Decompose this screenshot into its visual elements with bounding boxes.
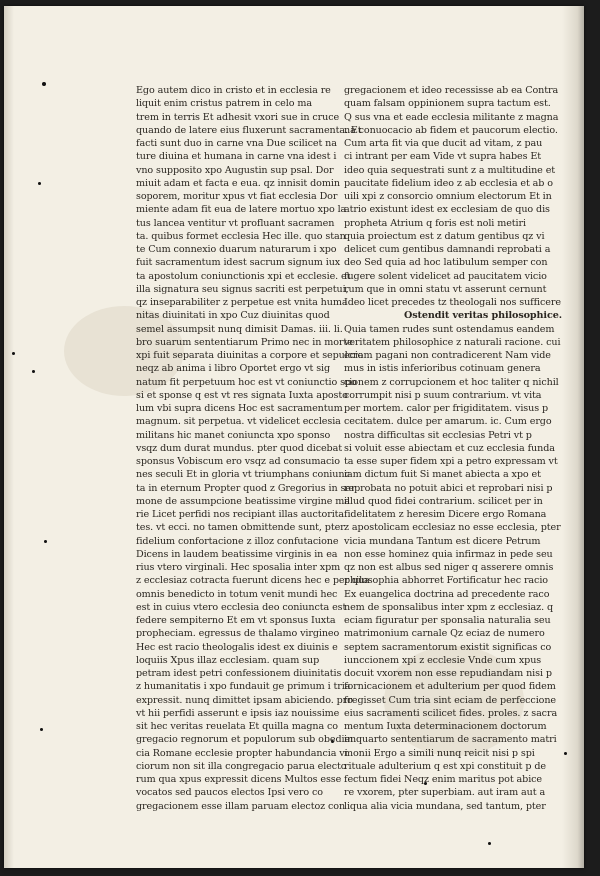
text-line: mentum Iuxta determinacionem doctorum [344, 721, 547, 732]
text-line: gregacionem et ideo recessisse ab ea Contra [344, 85, 559, 96]
text-line: docuit vxorem non esse repudiandam nisi p [344, 668, 552, 679]
text-line: gregacio regnorum et populorum sub obedien [136, 734, 357, 746]
text-line: z ecclesiaz cotracta fuerunt dicens hec e per qua [136, 575, 370, 587]
text-line: propheciam. egressus de thalamo virgineo [136, 628, 340, 640]
text-line: semel assumpsit nunq dimisit Damas. iii. li. [136, 323, 343, 335]
text-line: bro suarum sententiarum Primo nec in morte [136, 336, 353, 348]
text-line: trem in terris Et adhesit vxori sue in cruce [136, 111, 340, 123]
text-line: si voluit esse abiectam et cuz ecclesia funda [344, 442, 555, 454]
text-line: federe sempiterno Et em vt sponsus Iuxta [136, 615, 336, 626]
text-line: ta esse super fidem xpi a petro expressam vt [344, 456, 558, 467]
text-line: eciam figuratur per sponsalia naturalia seu [344, 615, 551, 626]
text-line: xpi fuit separata diuinitas a corpore et sepulcro [136, 350, 364, 361]
text-line: rituale adulterium q est xpi constituit p de [344, 760, 546, 772]
text-line: est in cuius vtero ecclesia deo coniuncta est [136, 601, 347, 613]
page-edge-shadow [4, 6, 14, 868]
text-line: quando de latere eius fluxerunt sacramenta. Et [136, 124, 362, 136]
text-line: mus in istis inferioribus cotinuam genera [344, 363, 541, 375]
section-heading: Ostendit veritas philosophice. [404, 310, 562, 322]
text-line: sponsus Vobiscum ero vsqz ad consumacio [136, 456, 340, 467]
text-line: quia proiectum est z datum gentibus qz vi [344, 230, 545, 242]
text-line: expressit. nunq dimittet ipsam abiciendo. pro [136, 694, 353, 706]
text-line: gregacionem esse illam paruam electoz con [136, 800, 346, 812]
text-line: petram idest petri confessionem diuinitatis [136, 668, 342, 679]
text-line: ciorum non sit illa congregacio parua electo [136, 760, 347, 772]
text-line: ci intrant per eam Vide vt supra habes Et [344, 151, 542, 163]
text-line: facti sunt duo in carne vna Due scilicet na [136, 138, 337, 149]
text-line: ta apostolum coniunctionis xpi et ecclesie. et [136, 270, 351, 282]
text-line: fidelitatem z heresim Dicere ergo Romana [344, 509, 547, 520]
text-line: quam falsam oppinionem supra tactum est. [344, 98, 551, 110]
text-line: tus lancea ventitur vt profluant sacramen [136, 217, 335, 229]
text-line: liquit enim cristus patrem in celo ma [136, 98, 312, 110]
text-line: z humanitatis i xpo fundauit ge primum i tria [136, 681, 351, 693]
text-line: non esse hominez quia infirmaz in pede seu [344, 548, 553, 560]
text-line: per mortem. calor per frigiditatem. visus p [344, 403, 549, 414]
text-line: vicia mundana Tantum est dicere Petrum [344, 535, 541, 547]
text-line: Cum arta fit via que ducit ad vitam, z pau [344, 138, 543, 149]
text-line: Ideo licet precedes tz theologali nos sufficere [344, 297, 561, 308]
text-line: neqz ab anima i libro Oportet ergo vt sig [136, 363, 331, 375]
text-line: vt hii perfidi asserunt e ipsis iaz nouissime [136, 707, 340, 719]
text-line: cionem z corrupcionem et hoc taliter q nichil [344, 376, 559, 388]
text-line: soporem, moritur xpus vt fiat ecclesia Dor [136, 191, 338, 202]
text-line: fidelium confortacione z illoz confutacione [136, 535, 339, 547]
text-line: rum qua xpus expressit dicens Multos esse [136, 774, 342, 785]
text-line: re vxorem, pter superbiam. aut iram aut a [344, 787, 546, 799]
ink-speck [32, 370, 35, 373]
ink-speck [564, 752, 567, 755]
ink-speck [488, 842, 491, 845]
text-line: septem sacramentorum existit significas co [344, 641, 552, 653]
text-line: nitas diuinitati in xpo Cuz diuinitas quod [136, 310, 330, 322]
book-leaf [4, 6, 584, 868]
text-line: mone de assumpcione beatissime virgine ma [136, 495, 350, 507]
text-line: nes seculi Et in gloria vt triumphans coniunc [136, 469, 350, 481]
text-line: illud quod fidei contrarium. scilicet per in [344, 495, 543, 507]
text-line: fectum fidei Neqz enim maritus pot abice [344, 774, 543, 785]
text-line: qz inseparabiliter z perpetue est vnita huma [136, 297, 348, 308]
text-line: matrimonium carnale Qz eciaz de numero [344, 628, 545, 640]
text-line: Q sus vna et eade ecclesia militante z magna [344, 111, 559, 123]
text-line: miuit adam et facta e eua. qz innisit domin [136, 177, 340, 189]
text-line: in quarto sententiarum de sacramento matri [344, 734, 557, 746]
text-line: sit hec veritas reuelata Et quilla magna co [136, 721, 338, 732]
ink-speck [42, 82, 46, 86]
text-line: illa signatura seu signus sacriti est perpetui, [136, 283, 349, 295]
ink-speck [38, 182, 41, 185]
text-line: fornicacionem et adulterium per quod fidem [344, 681, 556, 693]
text-line: omnis benedicto in totum venit mundi hec [136, 588, 338, 600]
text-line: veritatem philosophice z naturali racione. cui [344, 336, 561, 348]
text-line: vsqz dum durat mundus. pter quod dicebat [136, 442, 342, 454]
text-line: rius vtero virginali. Hec sposalia inter xpm [136, 562, 341, 573]
text-line: te Cum connexio duarum naturarum i xpo [136, 244, 337, 255]
text-line: corrumpit nisi p suum contrarium. vt vita [344, 389, 542, 401]
text-line: magnum. sit perpetua. vt videlicet ecclesia [136, 416, 341, 428]
text-line: rum que in omni statu vt asserunt cernunt [344, 283, 547, 295]
text-line: fuit sacramentum idest sacrum signum iux [136, 257, 341, 269]
text-line: fugere solent videlicet ad paucitatem vicio [344, 270, 547, 282]
text-line: monii Ergo a simili nunq reicit nisi p spi [344, 747, 535, 759]
gutter-fold [562, 6, 584, 868]
text-line: iam dictum fuit Si manet abiecta a xpo et [344, 469, 541, 481]
text-line: cia Romane ecclesie propter habundancia vi [136, 747, 348, 759]
text-line: nem de sponsalibus inter xpm z ecclesiaz. q [344, 601, 554, 613]
ink-speck [44, 540, 47, 543]
text-line: philosophia abhorret Fortificatur hec racio [344, 575, 548, 587]
text-line: iunccionem xpi z ecclesie Vnde cum xpus [344, 654, 542, 666]
text-line: atrio existunt idest ex ecclesiam de quo dis [344, 204, 550, 216]
text-line: lum vbi supra dicens Hoc est sacramentum [136, 403, 343, 414]
text-line: propheta Atrium q foris est noli metiri [344, 217, 526, 229]
text-column-left [136, 84, 370, 813]
text-line: uili xpi z consorcio omnium electorum Et in [344, 191, 552, 202]
text-line: eciam pagani non contradicerent Nam vide [344, 350, 551, 361]
text-line: militans hic manet coniuncta xpo sponso [136, 429, 331, 441]
text-line: Ego autem dico in cristo et in ecclesia re [136, 85, 331, 96]
text-line: loquiis Xpus illaz ecclesiam. quam sup [136, 654, 320, 666]
text-line: fregisset Cum tria sint eciam de perfeccione [344, 694, 557, 706]
text-line: vno supposito xpo Augustin sup psal. Dor [136, 164, 334, 176]
text-line: ideo quia sequestrati sunt z a multitudine et [344, 164, 556, 176]
text-line: paucitate fidelium ideo z ab ecclesia et ab o [344, 177, 553, 189]
text-line: Quia tamen rudes sunt ostendamus eandem [344, 323, 555, 335]
ink-speck [12, 352, 15, 355]
text-line: si et sponse q est vt res signata Iuxta aposto [136, 389, 348, 401]
text-line: eius sacramenti scilicet fides. proles. z sacra [344, 707, 558, 719]
text-line: Ex euangelica doctrina ad precedente raco [344, 588, 550, 600]
text-line: reprobata no potuit abici et reprobari nisi p [344, 482, 553, 494]
text-line: ta in eternum Propter quod z Gregorius in ser [136, 482, 356, 494]
text-line: liqua alia vicia mundana, sed tantum, pter [344, 800, 546, 812]
text-line: tes. vt ecci. no tamen obmittende sunt, pter [136, 522, 345, 534]
text-column-right [344, 84, 562, 813]
text-line: nostra difficultas sit ecclesias Petri vt p [344, 429, 532, 441]
text-line: na conuocacio ab fidem et paucorum electio. [344, 124, 558, 136]
text-line: ta. quibus formet ecclesia Hec ille. quo stan [136, 230, 346, 242]
text-line: vocatos sed paucos electos Ipsi vero co [136, 787, 323, 799]
text-line: natum fit perpetuum hoc est vt coniunctio spo [136, 376, 357, 388]
text-line: z apostolicam ecclesiaz no esse ecclesia, pter [344, 522, 561, 534]
text-line: deo Sed quia ad hoc latibulum semper con [344, 257, 548, 269]
text-line: Hec est racio theologalis idest ex diuinis e [136, 641, 338, 653]
text-line: cecitatem. dulce per amarum. ic. Cum ergo [344, 416, 552, 428]
text-line: Dicens in laudem beatissime virginis in ea [136, 548, 338, 560]
ink-speck [40, 728, 43, 731]
text-line: qz non est albus sed niger q asserere omnis [344, 562, 554, 573]
text-line: miente adam fit eua de latere mortuo xpo la [136, 204, 347, 216]
text-line: rie Licet perfidi nos recipiant illas auctorita [136, 509, 345, 520]
text-line: delicet cum gentibus damnandi reprobati a [344, 244, 551, 255]
text-line: ture diuina et humana in carne vna idest i [136, 151, 337, 163]
